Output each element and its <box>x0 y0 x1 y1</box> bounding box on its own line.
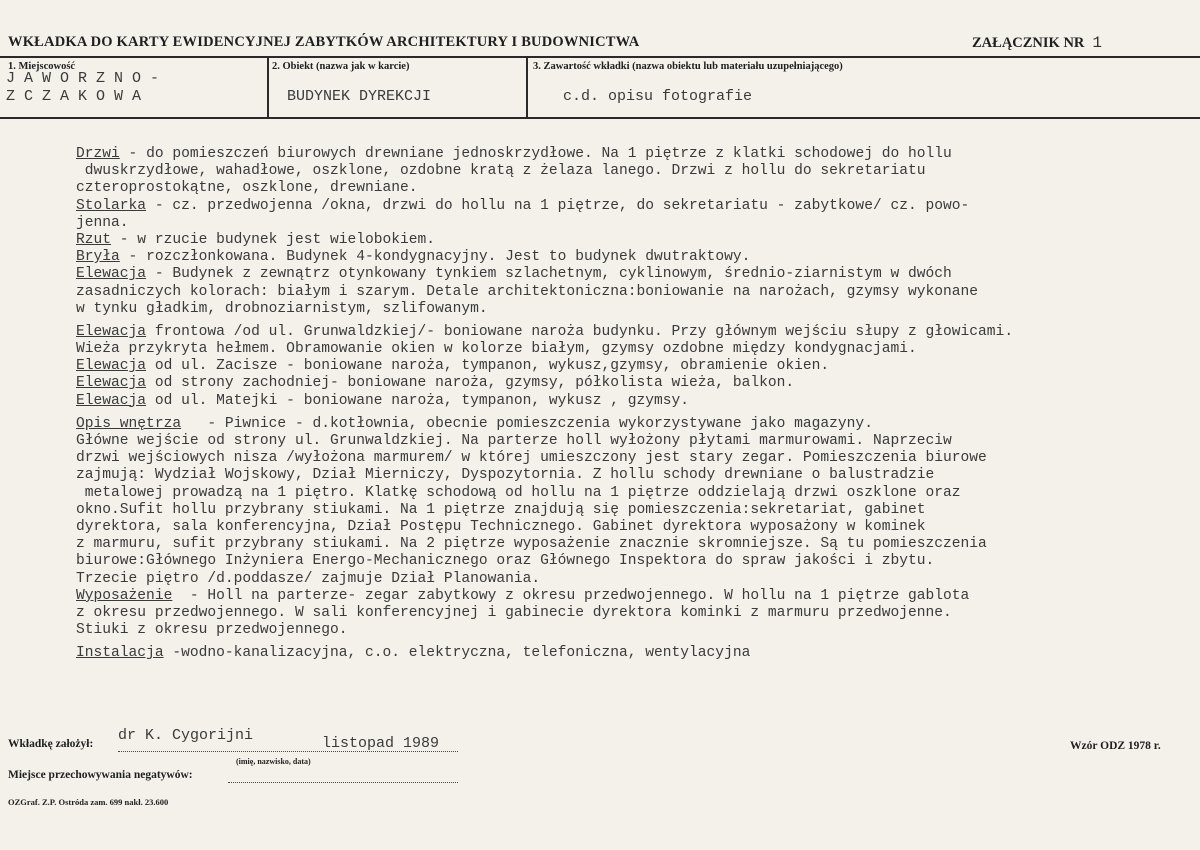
body-line: zajmują: Wydział Wojskowy, Dział Mierniczy, Dyspozytornia. Z hollu schody drewniane o balustradzie <box>76 467 935 484</box>
section-heading: Drzwi <box>76 146 120 162</box>
body-line: biurowe:Głównego Inżyniera Energo-Mechanicznego oraz Głównego Inspektora do spraw jakości i zbytu. <box>76 553 935 570</box>
section-heading: Elewacja <box>76 375 147 392</box>
printer-info: OZGraf. Z.P. Ostróda zam. 699 nakł. 23.600 <box>8 797 169 807</box>
field2-value: BUDYNEK DYREKCJI <box>287 88 432 105</box>
section-heading: Elewacja <box>76 323 147 340</box>
body-line: w tynku gładkim, drobnoziarnistym, szlifowanym. <box>76 300 488 317</box>
body-line: drzwi wejściowych nisza /wyłożona marmurem/ w której umieszczony jest stary zegar. Pomieszczenia biurowe <box>76 450 987 467</box>
negatives-dotted-line <box>228 782 458 783</box>
form-code: Wzór ODZ 1978 r. <box>1070 740 1161 752</box>
body-line: Stiuki z okresu przedwojennego. <box>76 622 348 639</box>
header-top-rule <box>0 56 1200 58</box>
body-line: Elewacja - Budynek z zewnątrz otynkowany tynkiem szlachetnym, cyklinowym, średnio-ziarnistym w dwóch <box>76 266 952 283</box>
body-line: Elewacja od ul. Matejki - boniowane naroża, tympanon, wykusz , gzymsy. <box>76 392 690 409</box>
section-heading: Elewacja <box>76 266 147 283</box>
body-line: Drzwi - do pomieszczeń biurowych drewniane jednoskrzydłowe. Na 1 piętrze z klatki schodowej do hollu <box>76 146 952 162</box>
body-line: Trzecie piętro /d.poddasze/ zajmuje Dział Planowania. <box>76 570 541 587</box>
made-by-date: listopad 1989 <box>322 735 440 752</box>
body-line: Elewacja od strony zachodniej- boniowane naroża, gzymsy, półkolista wieża, balkon. <box>76 375 795 392</box>
made-by-caption: (imię, nazwisko, data) <box>236 757 311 766</box>
body-line: Rzut - w rzucie budynek jest wielobokiem. <box>76 231 436 248</box>
body-line: metalowej prowadzą na 1 piętro. Klatkę schodową od hollu na 1 piętrze oddzielają drzwi oszklone oraz <box>76 484 961 501</box>
body-line: Wieża przykryta hełmem. Obramowanie okien w kolorze białym, gzymsy ozdobne między kondygnacjami. <box>76 341 917 358</box>
annex-label-text: ZAŁĄCZNIK NR <box>972 35 1085 51</box>
field1-value-line2: Z C Z A K O W A <box>6 88 142 105</box>
header-divider-2 <box>526 57 528 118</box>
body-line: okno.Sufit hollu przybrany stiukami. Na 1 piętrze znajdują się pomieszczenia:sekretariat, gabinet <box>76 501 926 518</box>
section-heading: Wyposażenie <box>76 587 173 604</box>
section-heading: Elewacja <box>76 358 147 375</box>
body-line: Bryła - rozczłonkowana. Budynek 4-kondygnacyjny. Jest to budynek dwutraktowy. <box>76 249 751 266</box>
body-line: Elewacja frontowa /od ul. Grunwaldzkiej/- boniowane naroża budynku. Przy głównym wejściu słupy z głowicami. <box>76 323 1014 340</box>
made-by-label: Wkładkę założył: <box>8 738 94 750</box>
body-line: Główne wejście od strony ul. Grunwaldzkiej. Na parterze holl wyłożony płytami marmurowami. Naprzeciw <box>76 433 952 449</box>
body-line: jenna. <box>76 214 129 231</box>
body-line: Elewacja od ul. Zacisze - boniowane naroża, tympanon, wykusz,gzymsy, obramienie okien. <box>76 358 830 375</box>
annex-label <box>972 34 1102 52</box>
body-line: dwuskrzydłowe, wahadłowe, oszklone, ozdobne kratą z żelaza lanego. Drzwi z hollu do sekretariatu <box>76 163 926 180</box>
field3-value: c.d. opisu fotografie <box>563 88 753 105</box>
body-line: Wyposażenie - Holl na parterze- zegar zabytkowy z okresu przedwojennego. W hollu na 1 piętrze gablota <box>76 587 970 604</box>
annex-number: 1 <box>1092 34 1102 52</box>
field3-label: 3. Zawartość wkładki (nazwa obiektu lub materiału uzupełniającego) <box>533 61 843 72</box>
body-line: czteroprostokątne, oszklone, drewniane. <box>76 180 418 197</box>
made-by-name: dr K. Cygorijni <box>118 727 254 744</box>
section-heading: Elewacja <box>76 392 147 409</box>
field1-value-line1: J A W O R Z N O - <box>6 70 160 87</box>
header-bottom-rule <box>0 117 1200 119</box>
form-title: WKŁADKA DO KARTY EWIDENCYJNEJ ZABYTKÓW ARCHITEKTURY I BUDOWNICTWA <box>8 34 640 50</box>
description-body <box>76 146 1196 662</box>
body-line: z marmuru, sufit przybrany stiukami. Na 2 piętrze wyposażenie znacznie skromniejsze. Są tu pomieszczenia <box>76 536 987 553</box>
section-heading: Bryła <box>76 249 120 266</box>
body-line: z okresu przedwojennego. W sali konferencyjnej i gabinecie dyrektora kominki z marmuru przedwojenne. <box>76 604 952 621</box>
field1-label: 1. Miejscowość <box>8 61 76 72</box>
section-heading: Rzut <box>76 231 112 248</box>
body-line: dyrektora, sala konferencyjna, Dział Postępu Technicznego. Gabinet dyrektora wyposażony w kominek <box>76 518 926 535</box>
body-line: Opis wnętrza - Piwnice - d.kotłownia, obecnie pomieszczenia wykorzystywane jako magazyny. <box>76 415 873 432</box>
section-heading: Stolarka <box>76 197 147 214</box>
negatives-label: Miejsce przechowywania negatywów: <box>8 769 193 781</box>
body-line: Instalacja -wodno-kanalizacyjna, c.o. elektryczna, telefoniczna, wentylacyjna <box>76 645 751 662</box>
section-heading: Opis wnętrza <box>76 415 182 432</box>
section-heading: Instalacja <box>76 645 164 662</box>
body-line: zasadniczych kolorach: białym i szarym. Detale architektoniczna:boniowanie na narożach, gzymsy wykonane <box>76 283 979 300</box>
body-line: Stolarka - cz. przedwojenna /okna, drzwi do hollu na 1 piętrze, do sekretariatu - zabytkowe/ cz. powo- <box>76 197 970 214</box>
field2-label: 2. Obiekt (nazwa jak w karcie) <box>272 61 410 72</box>
header-divider-1 <box>267 57 269 118</box>
